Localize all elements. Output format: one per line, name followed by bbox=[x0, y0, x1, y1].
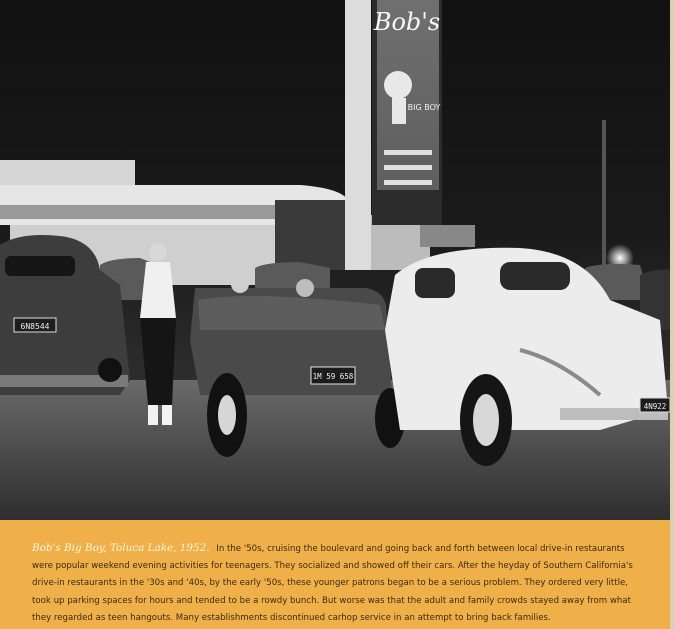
plate-right: 4N922 bbox=[643, 402, 667, 411]
caption-band bbox=[0, 520, 670, 629]
sign-text: Bob's bbox=[373, 8, 441, 36]
page-edge bbox=[670, 0, 674, 629]
photo-caption bbox=[32, 540, 642, 627]
sign-subtext: BIG BOY bbox=[407, 103, 441, 112]
plate-center: 1M 59 658 bbox=[312, 372, 354, 381]
utility-pole bbox=[602, 120, 606, 270]
caption-body: In the '50s, cruising the boulevard and going back and forth between local drive-in restaurants were popular weekend evening activities for teenagers. They socialized and showed off their cars. After the heyday of Southern California's drive-in restaurants in the '30s and '40s, by the early '50s, these younger patrons began to be a serious problem. They ordered very little, took up parking spaces for hours and tended to be a rowdy bunch. But worse was that the adult and family crowds stayed away from what they regarded as teen hangouts. Many establishments discontinued carhop service in an attempt to bring back families. bbox=[32, 544, 633, 623]
plate-left: 6N8544 bbox=[20, 322, 50, 331]
caption-title: Bob's Big Boy, Toluca Lake, 1952. bbox=[32, 542, 210, 554]
